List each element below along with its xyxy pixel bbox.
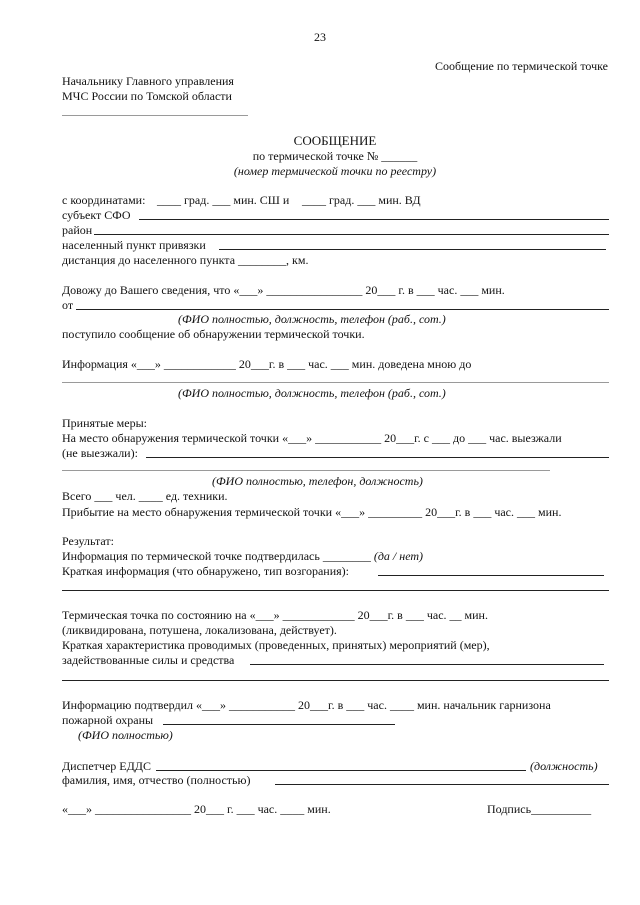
dispatcher-name-label: фамилия, имя, отчество (полностью) xyxy=(62,773,251,787)
subject-label: субъект СФО xyxy=(62,208,131,222)
status-line2: (ликвидирована, потушена, локализована, действует). xyxy=(62,623,337,637)
district-label: район xyxy=(62,223,93,237)
coords-east: ____ град. ___ мин. ВД xyxy=(302,193,421,207)
result-brief-line2 xyxy=(62,590,609,591)
subject-line xyxy=(139,219,609,220)
distance-unit: , км. xyxy=(286,253,309,267)
locality-line xyxy=(219,249,606,250)
status-line3: Краткая характеристика проводимых (проведенных, принятых) мероприятий (мер), xyxy=(62,638,490,652)
confirm-line2 xyxy=(163,724,395,725)
info-recipient-line xyxy=(62,382,609,383)
distance-label: дистанция до населенного пункта xyxy=(62,253,236,267)
signature-label: Подпись xyxy=(487,802,532,816)
report-received: поступило сообщение об обнаружении термической точки. xyxy=(62,327,365,341)
confirm-line1: Информацию подтвердил «___» ___________ 20___г. в ___ час. ____ мин. начальник гарнизона xyxy=(62,698,551,712)
document-subtitle-note: (номер термической точки по реестру) xyxy=(233,164,437,178)
document-subtitle: по термической точке № ______ xyxy=(252,149,418,163)
confirm-fio-note: (ФИО полностью) xyxy=(78,728,173,742)
report-from-line xyxy=(76,309,609,310)
info-fio-note: (ФИО полностью, должность, телефон (раб., сот.) xyxy=(178,386,446,400)
distance-blank: ________ xyxy=(238,253,287,267)
dispatcher-position-line xyxy=(156,770,526,771)
result-header: Результат: xyxy=(62,534,114,548)
document-title: СООБЩЕНИЕ xyxy=(293,133,377,148)
header-right: Сообщение по термической точке xyxy=(435,59,608,73)
result-brief-line xyxy=(378,575,604,576)
dispatcher-name-line xyxy=(275,784,609,785)
measures-line2-label: (не выезжали): xyxy=(62,446,138,460)
report-fio-note: (ФИО полностью, должность, телефон (раб., сот.) xyxy=(178,312,446,326)
addressee-line2: МЧС России по Томской области xyxy=(62,89,232,103)
district-line xyxy=(94,234,609,235)
addressee-line1: Начальнику Главного управления xyxy=(62,74,234,88)
footer-signature xyxy=(487,802,591,816)
locality-label: населенный пункт привязки xyxy=(62,238,206,252)
status-line5 xyxy=(62,680,609,681)
dispatcher-position-note: (должность) xyxy=(530,759,598,773)
status-line4 xyxy=(250,664,604,665)
addressee-signature-line xyxy=(62,115,248,116)
measures-line1: На место обнаружения термической точки «___» ___________ 20___г. с ___ до ___ час. выезжали xyxy=(62,431,562,445)
status-line4-label: задействованные силы и средства xyxy=(62,653,235,667)
page-number: 23 xyxy=(314,30,326,44)
measures-total: Всего ___ чел. ____ ед. техники. xyxy=(62,489,228,503)
result-confirmed-row xyxy=(62,549,423,563)
report-line: Довожу до Вашего сведения, что «___» ________________ 20___ г. в ___ час. ___ мин. xyxy=(62,283,505,297)
status-line1: Термическая точка по состоянию на «___» ____________ 20___г. в ___ час. __ мин. xyxy=(62,608,488,622)
signature-blank: __________ xyxy=(531,802,592,816)
coords-label: с координатами: xyxy=(62,193,146,207)
measures-arrival: Прибытие на место обнаружения термической точки «___» _________ 20___г. в ___ час. ___ мин. xyxy=(62,505,562,519)
result-confirmed-note: (да / нет) xyxy=(373,549,424,563)
measures-header: Принятые меры: xyxy=(62,416,147,430)
measures-line2 xyxy=(146,457,609,458)
distance-row xyxy=(62,253,308,267)
dispatcher-label: Диспетчер ЕДДС xyxy=(62,759,151,773)
footer-date: «___» ________________ 20___ г. ___ час. ____ мин. xyxy=(62,802,331,816)
coords-north: ____ град. ___ мин. СШ и xyxy=(157,193,290,207)
info-line: Информация «___» ____________ 20___г. в ___ час. ___ мин. доведена мною до xyxy=(62,357,472,371)
measures-fio-note: (ФИО полностью, телефон, должность) xyxy=(212,474,423,488)
result-confirmed-text: Информация по термической точке подтвердилась ________ xyxy=(62,549,371,563)
report-from-label: от xyxy=(62,298,74,312)
measures-fio-line xyxy=(62,470,550,471)
result-brief-label: Краткая информация (что обнаружено, тип возгорания): xyxy=(62,564,349,578)
confirm-line2-label: пожарной охраны xyxy=(62,713,154,727)
